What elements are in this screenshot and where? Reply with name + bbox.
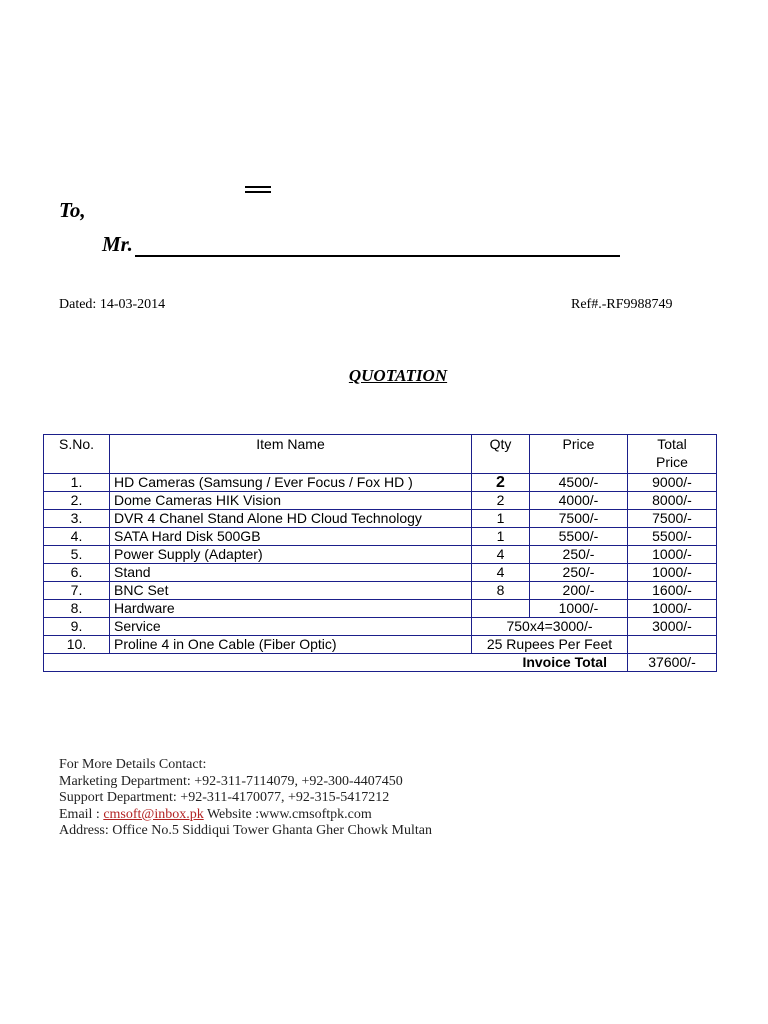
cell-total: 8000/- (628, 492, 717, 510)
cell-qty: 2 (472, 492, 530, 510)
cell-qty: 1 (472, 528, 530, 546)
cell-qty: 1 (472, 510, 530, 528)
cell-qty-price-merged: 750x4=3000/- (472, 618, 628, 636)
cell-sno: 5. (44, 546, 110, 564)
header-sno: S.No. (44, 435, 110, 474)
email-label: Email : (59, 806, 104, 822)
cell-total: 1000/- (628, 546, 717, 564)
cell-item: SATA Hard Disk 500GB (110, 528, 472, 546)
cell-total: 7500/- (628, 510, 717, 528)
cell-sno: 2. (44, 492, 110, 510)
cell-price: 4000/- (530, 492, 628, 510)
cell-total (628, 636, 717, 654)
contact-support: Support Department: +92-311-4170077, +92-315-5417212 (59, 790, 390, 805)
table-row (44, 510, 717, 528)
cell-item: Power Supply (Adapter) (110, 546, 472, 564)
cell-total: 1600/- (628, 582, 717, 600)
cell-item: Dome Cameras HIK Vision (110, 492, 472, 510)
table-row (44, 546, 717, 564)
table-header-row (44, 435, 717, 474)
cell-item: BNC Set (110, 582, 472, 600)
invoice-total-value: 37600/- (628, 654, 717, 672)
table-row (44, 474, 717, 492)
table-row (44, 564, 717, 582)
cell-sno: 1. (44, 474, 110, 492)
table-row (44, 600, 717, 618)
table-row (44, 636, 717, 654)
invoice-total-label: Invoice Total (44, 654, 628, 672)
cell-qty: 4 (472, 546, 530, 564)
cell-price: 4500/- (530, 474, 628, 492)
cell-item: Proline 4 in One Cable (Fiber Optic) (110, 636, 472, 654)
cell-sno: 6. (44, 564, 110, 582)
table-row (44, 618, 717, 636)
website-text: Website :www.cmsoftpk.com (203, 806, 372, 822)
cell-total: 1000/- (628, 564, 717, 582)
header-total-price: Total Price (628, 435, 717, 474)
cell-item: Hardware (110, 600, 472, 618)
invoice-total-row (44, 654, 717, 672)
cell-total: 3000/- (628, 618, 717, 636)
contact-address: Address: Office No.5 Siddiqui Tower Ghanta Gher Chowk Multan (59, 823, 432, 838)
cell-sno: 7. (44, 582, 110, 600)
cell-qty (472, 600, 530, 618)
cell-total: 9000/- (628, 474, 717, 492)
email-link[interactable]: cmsoft@inbox.pk (103, 806, 204, 822)
contact-email-line (59, 807, 432, 824)
contact-marketing: Marketing Department: +92-311-7114079, +92-300-4407450 (59, 773, 403, 789)
table-row (44, 528, 717, 546)
cell-price: 5500/- (530, 528, 628, 546)
header-qty: Qty (472, 435, 530, 474)
cell-sno: 9. (44, 618, 110, 636)
header-item-name: Item Name (110, 435, 472, 474)
cell-price: 250/- (530, 564, 628, 582)
cell-qty: 8 (472, 582, 530, 600)
cell-total: 5500/- (628, 528, 717, 546)
cell-qty: 4 (472, 564, 530, 582)
cell-sno: 10. (44, 636, 110, 654)
decorative-double-dash (245, 186, 271, 193)
cell-total: 1000/- (628, 600, 717, 618)
cell-price: 1000/- (530, 600, 628, 618)
addressee-to: To, (59, 198, 86, 222)
cell-item: Service (110, 618, 472, 636)
quotation-table (43, 434, 717, 672)
cell-price: 7500/- (530, 510, 628, 528)
contact-heading: For More Details Contact: (59, 757, 207, 772)
name-blank-line (135, 235, 620, 257)
reference-number: Ref#.-RF9988749 (571, 297, 673, 312)
cell-price: 250/- (530, 546, 628, 564)
cell-qty: 2 (472, 474, 530, 492)
table-row (44, 582, 717, 600)
cell-sno: 3. (44, 510, 110, 528)
addressee-name-line (102, 232, 620, 257)
date: Dated: 14-03-2014 (59, 297, 166, 312)
cell-item: DVR 4 Chanel Stand Alone HD Cloud Technology (110, 510, 472, 528)
cell-sno: 8. (44, 600, 110, 618)
table-row (44, 492, 717, 510)
cell-price: 200/- (530, 582, 628, 600)
cell-item: Stand (110, 564, 472, 582)
page-title: QUOTATION (348, 366, 448, 385)
cell-item: HD Cameras (Samsung / Ever Focus / Fox HD ) (110, 474, 472, 492)
cell-qty-price-merged: 25 Rupees Per Feet (472, 636, 628, 654)
header-price: Price (530, 435, 628, 474)
contact-details (59, 757, 432, 840)
addressee-mr: Mr. (102, 232, 133, 256)
cell-sno: 4. (44, 528, 110, 546)
